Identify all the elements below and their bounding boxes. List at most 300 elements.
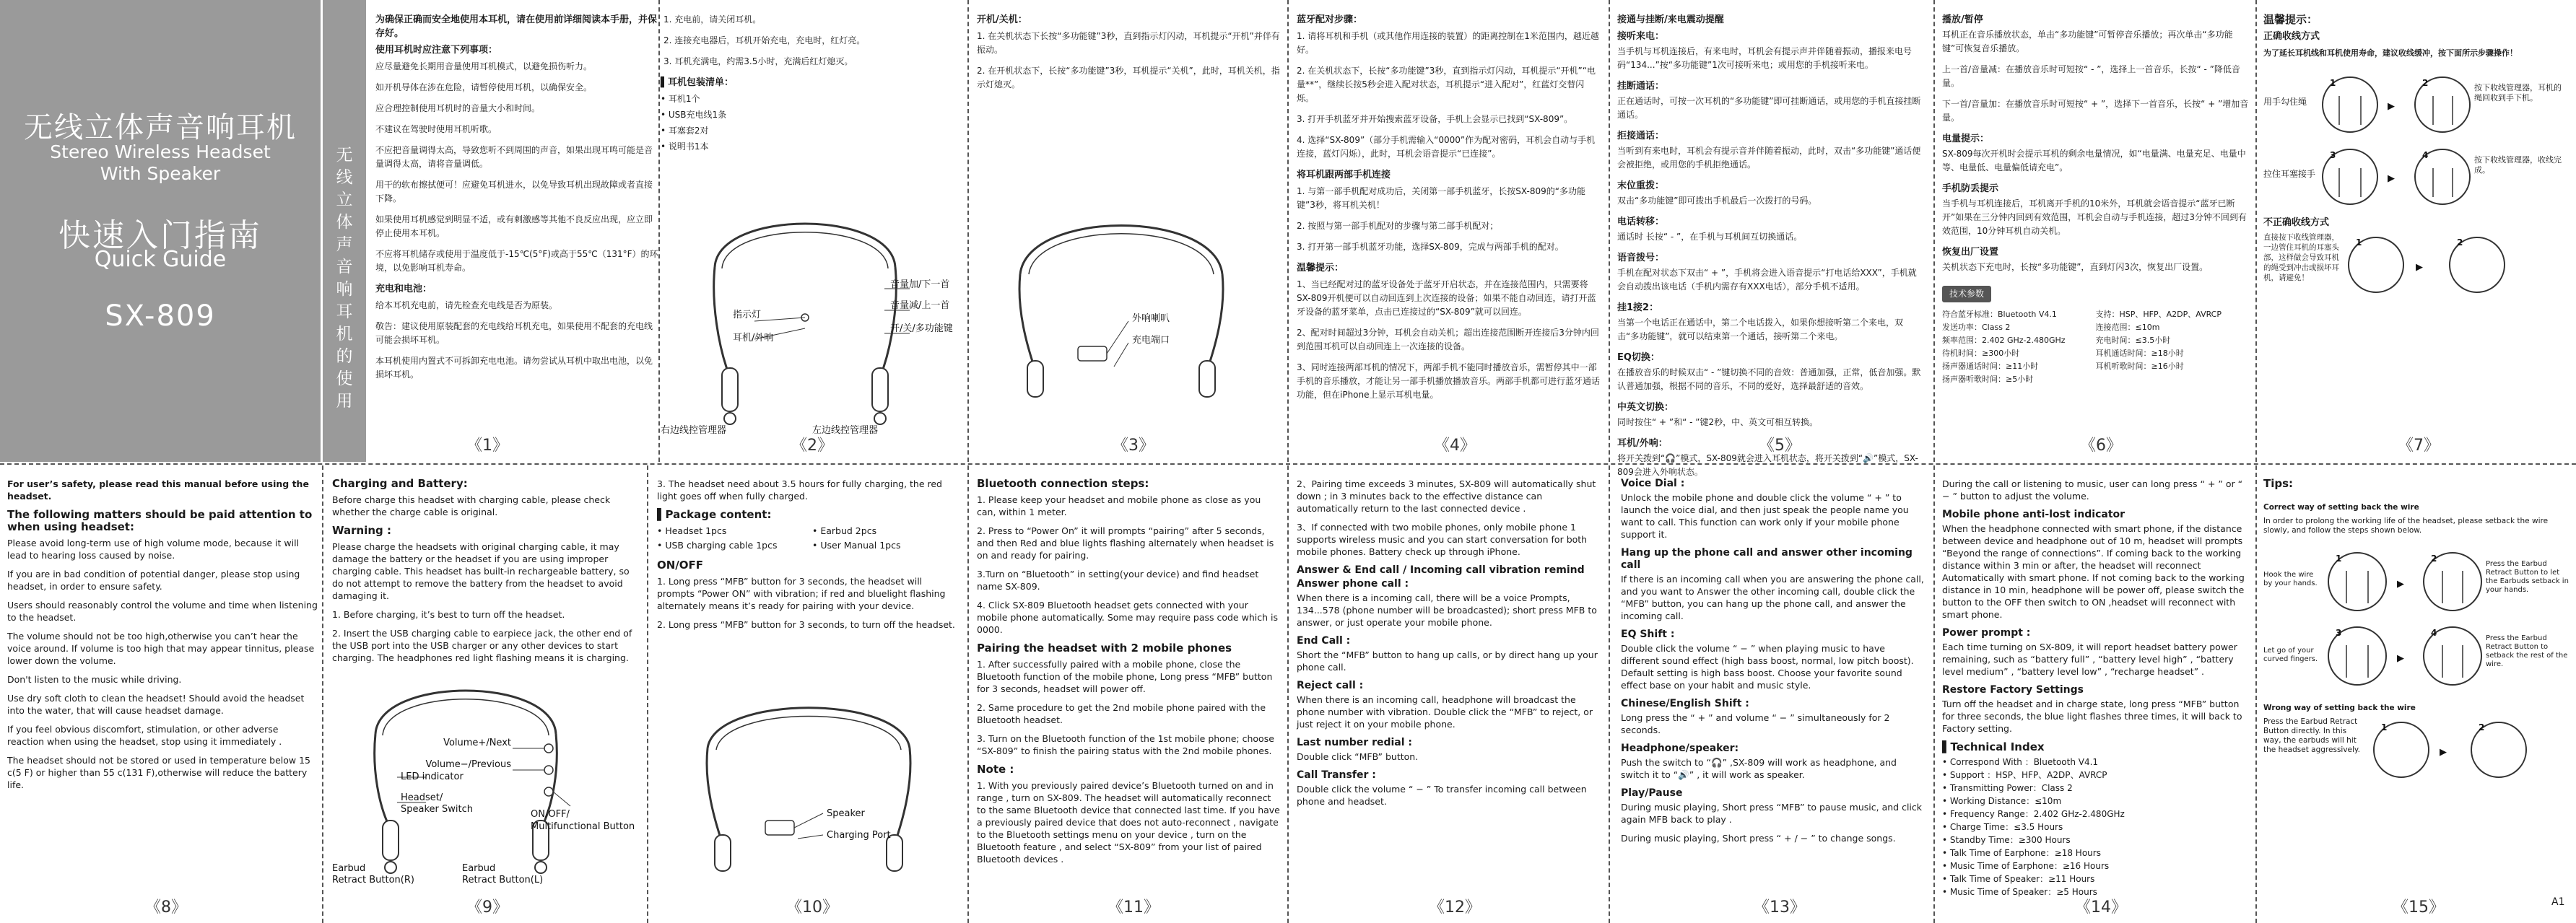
p9-step: 1. Before charging, it’s best to turn off the headset. <box>332 609 565 620</box>
p3-step: 1. 在关机状态下长按“多功能键”3秒，直到指示灯闪动，耳机提示“开机”并伴有振动。 <box>977 31 1280 55</box>
label-speaker-en: Speaker <box>827 808 865 819</box>
tech-item: • Support ：HSP、HFP、A2DP、AVRCP <box>1942 770 2107 780</box>
page-number: 《10》 <box>786 898 838 917</box>
spec-cell: 支持：HSP、HFP、A2DP、AVRCP <box>2095 310 2222 319</box>
p15-correct-head: Correct way of setting back the wire <box>2263 503 2419 512</box>
p15-correct-desc: In order to prolong the working life of the headset, please setback the wire slowly, and follow the steps shown below. <box>2263 517 2549 535</box>
svg-text:3: 3 <box>2330 150 2336 160</box>
section-body: 通话时 长按“ - ”，在手机与耳机间互切换通话。 <box>1617 232 1803 242</box>
p8-paragraph: The headset should not be stored or used in temperature below 15 c(5 F) or higher than 55 c(131 F),otherwise will reduce the battery life. <box>7 755 311 790</box>
section-heading: 电量提示： <box>1942 134 1990 144</box>
tip-wrong-en <box>2263 717 2570 782</box>
section-body: When there is an incoming call, headphone will broadcast the phone number with vibration. Double click the “MFB” to reject, or just reject it on your mobile phone. <box>1297 694 1593 730</box>
p11-steps <box>977 494 1280 636</box>
page-number: 《8》 <box>145 898 187 917</box>
section-body: 将开关拨到“🎧”模式，SX-809就会进入耳机状态，将开关拨到“🔊”模式，SX-809会进入外响状态。 <box>1617 453 1918 477</box>
svg-text:1: 1 <box>2381 722 2388 732</box>
label-charge-port-zh: 充电端口 <box>1132 335 1170 346</box>
section-heading: Play/Pause <box>1621 787 1683 799</box>
section-body: Unlock the mobile phone and double click the volume “ + ” to launch the voice dial, and then just speak the people name you want to call. This function can work only if your mobile phone support it. <box>1621 492 1909 540</box>
cover-title-en: Stereo Wireless Headset With Speaker <box>50 141 271 184</box>
spec-cell: 待机时间：≥300小时 <box>1942 349 2020 358</box>
p13-sections <box>1621 478 1924 844</box>
p9-steps <box>332 608 643 664</box>
tech-item: • Transmitting Power：Class 2 <box>1942 783 2073 793</box>
tip-step-3-text: 拉住耳塞接手 <box>2263 169 2316 179</box>
p8-paragraph: If you feel obvious discomfort, stimulation, or other adverse reaction when using the headset, stop using it immediately . <box>7 724 282 747</box>
section-body: 在播放音乐的时候双击“ - ”键切换不同的音效：普通加强，正常，低音加强。默认普通加强，根据不同的音乐，不同的爱好，选择最舒适的音效。 <box>1617 367 1921 391</box>
p2-package-item: • 耳机1个 <box>661 94 700 104</box>
label-retract-l-2: Retract Button(L) <box>462 875 544 885</box>
p4-note: 2、配对时间超过3分钟，耳机会自动关机；超出连接范围断开连接后3分钟内回到范围耳机可以自动回连上一次连接的设备。 <box>1297 328 1599 351</box>
label-port-en: Charging Port <box>827 830 891 841</box>
page-8 <box>7 478 318 889</box>
section-heading: EQ Shift : <box>1621 629 1675 640</box>
p4-dual-step: 1. 与第一部手机配对成功后，关闭第一部手机蓝牙，长按SX-809的“多功能键”3秒，将耳机关机！ <box>1297 186 1585 210</box>
p2-step: 1. 充电前，请关闭耳机。 <box>663 14 762 25</box>
page-number: 《15》 <box>2393 898 2445 917</box>
p4-head: 蓝牙配对步骤： <box>1297 14 1363 25</box>
spine-char: 无 <box>336 146 353 165</box>
label-retract-r-1: Earbud <box>332 863 366 874</box>
fold-line <box>967 465 969 923</box>
p1-paragraphs <box>375 60 660 275</box>
label-switch-en-2: Speaker Switch <box>401 804 473 815</box>
fold-line <box>647 465 648 923</box>
p4-note: 1、当已经配对过的蓝牙设备处于蓝牙开启状态，并在连接范围内，只需要将SX-809开机便可以自动回连到上次连接的设备；如果不能自动回连，请打开蓝牙设备的蓝牙菜单，点击已连接过的“SX-809”就可以回连。 <box>1297 279 1596 317</box>
section-heading: Call Transfer : <box>1297 769 1376 781</box>
section-heading: Mobile phone anti-lost indicator <box>1942 509 2125 520</box>
label-speaker-zh: 外响喇叭 <box>1132 313 1170 324</box>
p10-package-item: • Earbud 2pcs <box>812 525 877 536</box>
svg-text:2: 2 <box>2431 554 2437 564</box>
page-10 <box>657 478 960 889</box>
tip-step-4-text: 按下收线管理器，收线完成。 <box>2474 155 2562 175</box>
svg-text:▶: ▶ <box>2397 579 2404 590</box>
p9-warn: Please charge the headsets with original charging cable, it may damage the battery or the headset if you are using improper charging cable. This headset has built-in rechargeable battery, so do not attempt to remove the battery from the headset to avoid damaging it. <box>332 541 630 601</box>
tip-step-2 <box>2415 77 2568 134</box>
section-body: During music playing, Short press “MFB” to pause music, and click again MFB back to play . <box>1621 802 1922 825</box>
section-heading: Answer & End call / Incoming call vibration remind <box>1297 564 1585 576</box>
svg-text:▶: ▶ <box>2388 101 2395 112</box>
p9-head: Charging and Battery: <box>332 477 468 490</box>
headset-illustration-en-1 <box>332 669 643 885</box>
p9-step: 2. Insert the USB charging cable to earpiece jack, the other end of the USB port into the USB charger or any other devices to start charging. The headphones red light flashing means it is charging. <box>332 628 632 663</box>
p4-step: 2. 在关机状态下，长按“多功能键”3秒，直到指示灯闪动，耳机提示“开机”“电量**”，继续长按5秒会进入配对状态，耳机提示“进入配对”，红蓝灯交替闪烁。 <box>1297 66 1596 103</box>
svg-text:▶: ▶ <box>2440 747 2447 758</box>
spine <box>323 0 366 462</box>
p8-paragraph: Don't listen to the music while driving. <box>7 674 182 685</box>
p15-wrong-desc: Press the Earbud Retract Button directly. In this way, the earbuds will hit the headset aggressively. <box>2263 717 2360 754</box>
section-heading: Restore Factory Settings <box>1942 684 2084 696</box>
p11-step: 1. Please keep your headset and mobile phone as close as you can, within 1 meter. <box>977 494 1261 517</box>
p7-correct-desc: 为了延长耳机线和耳机使用寿命，建议收线缓冲，按下面所示步骤操作！ <box>2263 48 2518 58</box>
label-switch-en-1: Headset/ <box>401 792 443 803</box>
p1-paragraph: 如开机导体在涉在危险，请暂停使用耳机，以确保安全。 <box>375 82 593 92</box>
tech-item: • Correspond With ：Bluetooth V4.1 <box>1942 757 2099 767</box>
svg-text:1: 1 <box>2336 554 2342 564</box>
cover-guide-en: Quick Guide <box>94 247 227 272</box>
p10-onoff-head: ON/OFF <box>657 559 704 572</box>
p8-paragraph: Users should reasonably control the volume and time when listening to the headset. <box>7 600 318 623</box>
p8-paragraphs <box>7 537 318 791</box>
p6-spec-table <box>1942 308 2249 386</box>
spine-char: 音 <box>336 258 353 276</box>
fold-line <box>2255 465 2257 923</box>
section-heading: 中英文切换： <box>1617 402 1674 413</box>
section-body: 正在通话时，可按一次耳机的“多功能键”即可挂断通话，或用您的手机直接挂断通话。 <box>1617 96 1921 120</box>
p10-package-item: • USB charging cable 1pcs <box>657 540 778 551</box>
section-body: 当手机与耳机连接后，耳机离开手机的10米外，耳机就会语音提示“蓝牙已断开”如果在三分钟内回到有效范围，耳机会自动与手机连接，超过3分钟不回到有效范围，10分钟耳机自动关机。 <box>1942 198 2247 236</box>
spine-text <box>323 144 366 413</box>
p11-step: 4. Click SX-809 Bluetooth headset gets connected with your mobile phone automatically. Some may require pass code which is 0000. <box>977 600 1278 635</box>
p12-sections <box>1297 564 1600 808</box>
page-number: 《5》 <box>1759 437 1801 455</box>
p5-sections <box>1617 30 1924 479</box>
p10-package-list <box>657 525 960 554</box>
tip-step-2-text: 按下收线管理器，耳机的绳回收到手下机。 <box>2474 83 2562 102</box>
section-heading: Power prompt : <box>1942 627 2031 639</box>
p1-charge-head: 充电和电池： <box>375 284 432 294</box>
p10-step: 2. Long press “MFB” button for 3 seconds, to turn off the headset. <box>657 619 955 630</box>
section-body: Double click the volume “ − ” when playing music to have different sound effect (high bass boost, normal, low pitch boost). Default setting is high bass boost. Choose your favorite sound effect base on your habit and music style. <box>1621 643 1914 691</box>
p10-package-head: ▌Package content: <box>657 508 772 521</box>
p8-intro: For user’s safety, please read this manual before using the headset. <box>7 478 309 502</box>
p9-warn-head: Warning : <box>332 524 391 537</box>
p8-paragraph: Use dry soft cloth to clean the headset! Should avoid the headset into the water, that will cause headset damage. <box>7 693 305 716</box>
tech-item: • Standby Time：≥300 Hours <box>1942 835 2071 845</box>
cover-panel <box>0 0 321 462</box>
p14-sections <box>1942 509 2249 735</box>
label-onoff-en-1: ON/OFF/ <box>531 809 570 820</box>
tip-step-3 <box>2263 149 2377 204</box>
tip-wrong-zh <box>2263 232 2570 297</box>
p2-package-list <box>661 92 957 154</box>
tip-step-1 <box>2263 77 2377 132</box>
tips-steps-zh <box>2263 67 2570 211</box>
p8-paragraph: The volume should not be too high,otherwise you can’t hear the voice around. If volume is too high that may appear tinnitus, please lower down the volume. <box>7 631 315 666</box>
tech-item: • Frequency Range：2.402 GHz-2.480GHz <box>1942 809 2125 819</box>
section-heading: 末位重拨： <box>1617 180 1665 191</box>
label-mfb-zh: 开/关/多功能键 <box>890 323 953 334</box>
tip-en-step-1 <box>2263 553 2386 611</box>
p10-step: 1. Long press “MFB” button for 3 seconds, the headset will prompts “Power ON” with vibration; if red and bluelight flashing alternately means it’s ready for pairing with your device. <box>657 576 946 611</box>
p4-step: 4. 选择“SX-809”（部分手机需输入“0000”作为配对密码，耳机会自动与手机连接，蓝灯闪烁），此时，耳机会语音提示“已连接”。 <box>1297 135 1596 159</box>
page-number: 《1》 <box>466 437 508 455</box>
section-body: Double click the volume “ − ” To transfer incoming call between phone and headset. <box>1297 784 1587 807</box>
tech-item: • Music Time of Earphone：≥16 Hours <box>1942 861 2110 871</box>
svg-text:4: 4 <box>2431 628 2437 638</box>
page-5 <box>1617 13 1924 477</box>
page-number: 《13》 <box>1754 898 1806 917</box>
p7-head: 温馨提示： <box>2263 13 2318 26</box>
horizontal-fold-line <box>0 463 2576 465</box>
section-body: 手机在配对状态下双击“ + ”，手机将会进入语音提示“打电话给XXX”，手机就会自动拨出该电话（手机内需存有XXX电话），部分手机不适用。 <box>1617 268 1917 292</box>
section-body: Short the “MFB” button to hang up calls, or by direct hang up your phone call. <box>1297 649 1598 673</box>
spec-cell: 耳机听歌时间：≥16小时 <box>2095 362 2184 371</box>
section-body: If there is an incoming call when you are answering the phone call, and you want to Answer the other incoming call, double click the “MFB” button, you can hang up the phone call, and answer the incoming call. <box>1621 574 1924 621</box>
spine-char: 声 <box>336 235 353 254</box>
tip-step-1-text: 用手勾住绳 <box>2263 97 2307 107</box>
p2-package-item: • USB充电线1条 <box>661 110 727 120</box>
section-body: During music playing, Short press “ + / − ” to change songs. <box>1621 833 1896 844</box>
p1-paragraph: 如果使用耳机感觉到明显不适，或有刺激感等其他不良反应出现，应立即停止使用本耳机。 <box>375 214 653 238</box>
label-onoff-en-2: Multifunctional Button <box>531 821 635 832</box>
section-body: 耳机正在音乐播放状态，单击“多功能键”可暂停音乐播放；再次单击“多功能键”可恢复音乐播放。 <box>1942 30 2233 53</box>
section-heading: 恢复出厂设置 <box>1942 247 1999 258</box>
page-12 <box>1297 478 1600 889</box>
section-body: Double click “MFB” button. <box>1297 751 1419 762</box>
tip-en-step-3-text: Let go of your curved fingers. <box>2263 647 2318 663</box>
p1-charge-paragraph: 本耳机使用内置式不可拆卸充电电池。请勿尝试从耳机中取出电池，以免损坏耳机。 <box>375 356 653 380</box>
section-heading: End Call : <box>1297 635 1351 647</box>
corner-mark: A1 <box>2551 896 2565 908</box>
p1-paragraph: 不应把音量调得太高，导致您听不到周围的声音，如果出现耳鸣可能是音量调得太高，请将音量调低。 <box>375 145 653 169</box>
p1-intro: 为确保正确而安全地使用本耳机，请在使用前详细阅读本手册，并保存好。 <box>375 14 658 39</box>
spine-char: 使 <box>336 369 353 388</box>
p2-steps <box>661 13 957 69</box>
page-number: 《7》 <box>2398 437 2440 455</box>
p3-step: 2. 在开机状态下，长按“多功能键”3秒，耳机提示“关机”，此时，耳机关机，指示灯熄灭。 <box>977 66 1280 89</box>
p1-paragraph: 不建议在驾驶时使用耳机听歌。 <box>375 124 497 134</box>
p4-note: 3、同时连接两部耳机的情况下，两部手机不能同时播放音乐，需暂停其中一部手机的音乐播放，才能让另一部手机播放播放音乐。两部手机都可进行蓝牙通话功能，但在iPhone上显示耳机电量。 <box>1297 362 1601 400</box>
page-number: 《6》 <box>2080 437 2122 455</box>
p1-paragraph: 用干的软布擦拭便可！应避免耳机进水，以免导致耳机出现故障或者直接下降。 <box>375 180 653 204</box>
section-heading: Answer phone call : <box>1297 578 1409 590</box>
p9-intro: Before charge this headset with charging cable, please check whether the charge cable is original. <box>332 494 611 517</box>
p4-steps <box>1297 30 1600 161</box>
svg-text:3: 3 <box>2336 628 2342 638</box>
tip-wrong-illustration-zh <box>2347 232 2564 297</box>
svg-text:2: 2 <box>2479 722 2485 732</box>
p11-dual-step: 2. Same procedure to get the 2nd mobile phone paired with the Bluetooth headset. <box>977 702 1266 725</box>
section-heading: Reject call : <box>1297 680 1364 691</box>
label-left-mgr: 左边线控管理器 <box>812 425 879 436</box>
section-heading: 语音拨号： <box>1617 253 1665 263</box>
spec-cell: 符合蓝牙标准：Bluetooth V4.1 <box>1942 310 2057 319</box>
p11-note-head: Note : <box>977 763 1014 776</box>
page-number: 《12》 <box>1429 898 1481 917</box>
p1-warn-head: 使用耳机时应注意下列事项： <box>375 45 498 56</box>
label-volup-zh: 音量减/上一首 <box>890 300 950 311</box>
page-3 <box>977 13 1280 459</box>
p11-dual-head: Pairing the headset with 2 mobile phones <box>977 642 1232 655</box>
p10-intro: 3. The headset need about 3.5 hours for fully charging, the red light goes off when fully charged. <box>657 478 942 502</box>
spine-char: 立 <box>336 191 353 209</box>
cover-title-zh: 无线立体声音响耳机 <box>24 111 297 144</box>
p3-steps <box>977 30 1280 92</box>
tip-step-4 <box>2415 149 2568 206</box>
spec-cell <box>2096 373 2250 386</box>
tech-item: • Talk Time of Earphone：≥18 Hours <box>1942 848 2101 858</box>
spec-cell: 发送功率：Class 2 <box>1942 323 2011 332</box>
p3-head: 开机/关机： <box>977 14 1027 25</box>
label-volup-en: Volume+/Next <box>443 738 511 748</box>
spine-char: 线 <box>336 168 353 187</box>
spine-char: 机 <box>336 325 353 344</box>
spec-cell: 扬声器听歌时间：≥5小时 <box>1942 375 2034 384</box>
fold-line <box>1287 0 1289 462</box>
speaker-grille <box>1078 346 1107 361</box>
p11-dual-steps <box>977 658 1280 757</box>
p12-note: 3、If connected with two mobile phones, only mobile phone 1 supports wireless music and you can start conversation for both mobile phones. Battery check up through iPhone. <box>1297 522 1588 557</box>
p15-wrong-head: Wrong way of setting back the wire <box>2263 704 2416 712</box>
p8-paragraph: If you are in bad condition of potential danger, please stop using headset, in order to ensure safety. <box>7 569 300 592</box>
page-number: 《3》 <box>1113 437 1154 455</box>
tip-en-step-4 <box>2424 627 2569 685</box>
label-voldown-en: Volume−/Previous <box>425 759 511 770</box>
page-7 <box>2263 13 2570 459</box>
p1-charge-paragraph: 敬告：建议使用原装配套的充电线给耳机充电，如果使用不配套的充电线可能会损坏耳机。 <box>375 321 653 345</box>
section-body: Push the switch to “🎧” ,SX-809 will work as headphone, and switch it to “🔊” , it will work as speaker. <box>1621 757 1897 780</box>
section-heading: 播放/暂停 <box>1942 14 1983 25</box>
section-heading: 挂断通话： <box>1617 81 1665 92</box>
section-heading: Voice Dial : <box>1621 478 1685 489</box>
tip-en-step-2 <box>2424 553 2569 611</box>
label-led-en: LED indicator <box>401 771 464 782</box>
svg-text:4: 4 <box>2422 150 2429 160</box>
spine-char: 响 <box>336 280 353 299</box>
page-1 <box>375 13 660 459</box>
p8-paragraph: Please avoid long-term use of high volume mode, because it will lead to hearing loss caused by noise. <box>7 538 300 561</box>
section-body: SX-809每次开机时会提示耳机的剩余电量情况，如“电量满、电量充足、电量中等、电量低、电量偏低请充电”。 <box>1942 149 2246 172</box>
label-retract-r-2: Retract Button(R) <box>332 875 414 885</box>
p4-step: 3. 打开手机蓝牙并开始搜索蓝牙设备，手机上会显示已找到“SX-809”。 <box>1297 114 1573 124</box>
p11-dual-step: 1. After successfully paired with a mobile phone, close the Bluetooth function of the mobile phone, Long press “MFB” button for 3 seconds, headset will power off. <box>977 659 1273 694</box>
page-15 <box>2263 478 2570 889</box>
left-controller <box>872 368 888 411</box>
p11-step: 3.Turn on “Bluetooth” in setting(your device) and find headset name SX-809. <box>977 569 1259 592</box>
p4-dual-steps <box>1297 185 1600 254</box>
p11-step: 2. Press to “Power On” it will prompts “pairing” after 5 seconds, and then Red and blue lights flashing alternately when headset is on and ready for pairing. <box>977 525 1274 561</box>
p14-intro: During the call or listening to music, user can long press “ + ” or “ − ” button to adjust the volume. <box>1942 478 2243 502</box>
spine-char: 用 <box>336 392 353 411</box>
right-controller <box>722 368 738 411</box>
tech-item: • Music Time of Speaker：≥5 Hours <box>1942 887 2097 897</box>
headset-band <box>715 224 895 267</box>
tech-item: • Working Distance：≤10m <box>1942 796 2062 806</box>
section-heading: 手机防丢提示 <box>1942 183 1999 194</box>
p11-dual-step: 3. Turn on the Bluetooth function of the 1st mobile phone; choose “SX-809” to finish the pairing status with the 2nd mobile phones. <box>977 733 1274 756</box>
p14-tech-head: ▌Technical Index <box>1942 740 2045 753</box>
tip-en-step-4-text: Press the Earbud Retract Button to setback the rest of the wire. <box>2486 634 2568 668</box>
label-retract-l-1: Earbud <box>462 863 496 874</box>
section-heading: Chinese/English Shift : <box>1621 698 1749 709</box>
spec-cell: 耳机通话时间：≥18小时 <box>2095 349 2184 358</box>
p10-package-item: • User Manual 1pcs <box>812 540 901 551</box>
fold-line <box>1933 465 1935 923</box>
section-body: 关机状态下充电时，长按“多功能键”，直到灯闪3次，恢复出厂设置。 <box>1942 262 2209 272</box>
p4-notes <box>1297 278 1600 402</box>
headset-illustration-zh-2 <box>977 202 1266 419</box>
page-14 <box>1942 478 2249 897</box>
fold-line <box>2255 0 2257 462</box>
svg-text:▶: ▶ <box>2388 173 2395 184</box>
page-number: 《9》 <box>466 898 508 917</box>
section-heading: 接听来电： <box>1617 31 1665 42</box>
section-body: Turn off the headset and in charge state, long press “MFB” button for three seconds, the blue light flashes three times, it will back to Factory setting. <box>1942 699 2242 734</box>
cover-model: SX-809 <box>105 299 216 333</box>
page-13 <box>1621 478 1924 889</box>
p8-head: The following matters should be paid attention to when using headset: <box>7 508 313 533</box>
p4-dual-step: 2. 按照与第一部手机配对的步骤与第二部手机配对； <box>1297 221 1499 231</box>
page-number: 《11》 <box>1108 898 1159 917</box>
section-body: 双击“多功能键”即可拨出手机最后一次拨打的号码。 <box>1617 196 1817 206</box>
p14-tech-list <box>1942 757 2249 898</box>
section-heading: 挂1接2： <box>1617 302 1659 313</box>
label-earphone-zh: 耳机/外响 <box>733 333 774 344</box>
tip-en-step-3 <box>2263 627 2386 685</box>
svg-text:▶: ▶ <box>2416 262 2423 273</box>
tip-en-step-2-text: Press the Earbud Retract Button to let the Earbuds setback in your hands. <box>2486 560 2569 594</box>
section-body: 当手机与耳机连接后，有来电时，耳机会有提示声并伴随着振动，播报来电号码“134...”按“多功能键”1次可接听来电；或用您的手机接听来电。 <box>1617 46 1913 70</box>
fold-line <box>1609 0 1610 462</box>
spec-cell: 连接范围：≤10m <box>2095 323 2160 332</box>
section-body: 同时按住“ + ”和“ - ”键2秒，中、英文可相互转换。 <box>1617 417 1819 427</box>
p11-note: 1. With you previously paired device’s Bluetooth turned on and in range , turn on SX-809. The headset will automatically reconnect to the same Bluetooth device that connected last time. If you have a previously paired device that does not auto-reconnect , navigate to the Bluetooth settings menu on your device , turn on the Bluetooth feature , and select “SX-809” from your list of paired Bluetooth devices . <box>977 780 1280 865</box>
section-body: When there is a incoming call, there will be a voice Prompts, 134...578 (phone number will be broadcasted); short press MFB to answer, or just operate your mobile phone. <box>1297 592 1597 628</box>
spine-char: 体 <box>336 213 353 232</box>
headset-illustration-en-2 <box>657 691 960 878</box>
page-6 <box>1942 13 2249 459</box>
p5-head: 接通与挂断/来电震动提醒 <box>1617 14 1724 25</box>
svg-text:2: 2 <box>2457 237 2463 248</box>
page-number: 《14》 <box>2075 898 2127 917</box>
label-led-zh: 指示灯 <box>733 310 762 320</box>
fold-line <box>1933 0 1935 462</box>
section-heading: EQ切换： <box>1617 352 1660 363</box>
spec-cell: 充电时间：≤3.5小时 <box>2095 336 2171 345</box>
p1-paragraph: 不应将耳机储存或使用于温度低于-15℃(5°F)或高于55℃（131°F）的环境，以免影响耳机寿命。 <box>375 249 658 273</box>
fold-line <box>322 465 323 923</box>
p1-paragraph: 应尽量避免长期用音量使用耳机模式，以避免损伤听力。 <box>375 61 593 71</box>
page-2 <box>661 13 957 459</box>
p4-note-head: 温馨提示： <box>1297 263 1344 274</box>
p12-notes <box>1297 478 1600 558</box>
p6-spec-tag: 技术参数 <box>1942 286 1991 302</box>
tips-steps-en <box>2263 542 2570 694</box>
spine-char: 耳 <box>336 302 353 321</box>
spine-char: 的 <box>336 347 353 366</box>
svg-text:1: 1 <box>2330 78 2336 88</box>
p1-charge-paragraphs <box>375 299 660 382</box>
section-body: Long press the “ + ” and volume “ − ” simultaneously for 2 seconds. <box>1621 712 1890 735</box>
p11-head: Bluetooth connection steps: <box>977 477 1149 490</box>
p2-package-head: ▌耳机包装清单： <box>661 77 734 88</box>
p7-correct-head: 正确收线方式 <box>2263 31 2320 42</box>
section-body: 下一首/音量加：在播放音乐时可短按“ + ”，选择下一首音乐，长按“ + ”增加音量。 <box>1942 99 2249 123</box>
p10-package-item: • Headset 1pcs <box>657 525 727 536</box>
page-4 <box>1297 13 1600 459</box>
p6-sections <box>1942 13 2249 274</box>
cover-guide-zh: 快速入门指南 <box>58 217 262 254</box>
spec-cell: 扬声器通话时间：≥11小时 <box>1942 362 2039 371</box>
page-number: 《2》 <box>791 437 833 455</box>
section-body: 当听到有来电时，耳机会有提示音并伴随着振动，此时，双击“多功能键”通话便会被拒绝，或用您的手机拒绝通话。 <box>1617 146 1921 170</box>
page-9 <box>332 478 643 889</box>
fold-line <box>1287 465 1289 923</box>
section-heading: Last number redial : <box>1297 737 1413 748</box>
label-right-mgr: 右边线控管理器 <box>661 425 727 436</box>
page-number: 《4》 <box>1434 437 1476 455</box>
page-11 <box>977 478 1280 889</box>
svg-text:1: 1 <box>2356 237 2362 248</box>
p4-dual-step: 3. 打开第一部手机蓝牙功能，选择SX-809，完成与两部手机的配对。 <box>1297 242 1564 252</box>
section-body: 当第一个电话正在通话中，第二个电话拨入，如果你想接听第二个来电，双击“多功能键”，就可以结束第一个通话，接听第二个来电。 <box>1617 318 1904 341</box>
headset-illustration-zh-1 <box>661 202 957 440</box>
section-heading: 电话转移： <box>1617 216 1665 227</box>
label-voldown-zh: 音量加/下一首 <box>890 279 950 290</box>
